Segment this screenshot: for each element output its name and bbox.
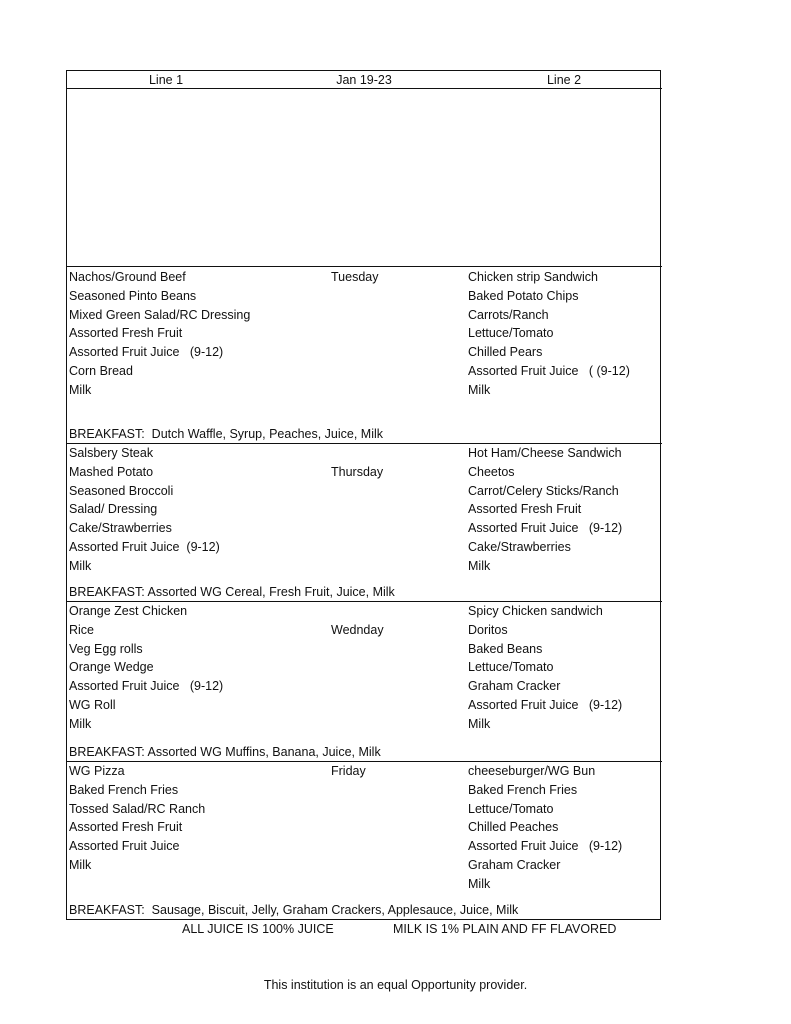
line1-item: Milk [69, 382, 92, 397]
line2-item: Doritos [468, 622, 508, 637]
line2-item: Chilled Peaches [468, 820, 559, 835]
day-label: Wednday [331, 622, 384, 637]
line1-item: Veg Egg rolls [69, 641, 143, 656]
breakfast-line: BREAKFAST: Assorted WG Muffins, Banana, Juice, Milk [69, 745, 381, 759]
line2-item: Assorted Fruit Juice ( (9-12) [468, 364, 630, 378]
day-label: Tuesday [331, 270, 379, 284]
line1-item: Corn Bread [69, 364, 133, 378]
line2-item: Baked Potato Chips [468, 288, 579, 303]
line2-item: Milk [468, 876, 491, 891]
line2-item: Graham Cracker [468, 858, 561, 872]
header-line2: Line 2 [546, 73, 582, 87]
milk-note: MILK IS 1% PLAIN AND FF FLAVORED [393, 922, 617, 936]
line2-item: Assorted Fruit Juice (9-12) [468, 839, 623, 854]
line1-item: Nachos/Ground Beef [69, 270, 186, 284]
line2-item: cheeseburger/WG Bun [468, 764, 596, 778]
line1-item: Assorted Fruit Juice [69, 839, 180, 854]
breakfast-line: BREAKFAST: Assorted WG Cereal, Fresh Fruit, Juice, Milk [69, 585, 395, 599]
line2-item: Cheetos [468, 464, 515, 479]
line2-item: Lettuce/Tomato [468, 660, 554, 675]
line1-item: Mixed Green Salad/RC Dressing [69, 307, 251, 322]
breakfast-line: BREAKFAST: Sausage, Biscuit, Jelly, Graham Crackers, Applesauce, Juice, Milk [69, 903, 519, 917]
juice-note: ALL JUICE IS 100% JUICE [182, 922, 334, 936]
line2-item: Lettuce/Tomato [468, 801, 554, 816]
line1-item: Orange Wedge [69, 660, 154, 675]
line1-item: Milk [69, 858, 92, 872]
line2-item: Chicken strip Sandwich [468, 270, 598, 284]
line2-item: Graham Cracker [468, 679, 561, 694]
line1-item: Cake/Strawberries [69, 521, 172, 536]
line1-item: Milk [69, 716, 92, 731]
line2-item: Assorted Fruit Juice (9-12) [468, 521, 623, 536]
line2-item: Milk [468, 716, 491, 731]
line1-item: Assorted Fruit Juice (9-12) [69, 345, 224, 360]
line2-item: Spicy Chicken sandwich [468, 604, 603, 618]
line2-item: Cake/Strawberries [468, 540, 571, 554]
line2-item: Baked French Fries [468, 782, 578, 797]
line1-item: Tossed Salad/RC Ranch [69, 801, 206, 816]
line2-item: Carrots/Ranch [468, 307, 549, 322]
line2-item: Chilled Pears [468, 345, 543, 360]
line1-item: Assorted Fruit Juice (9-12) [69, 679, 224, 694]
line1-item: WG Roll [69, 698, 116, 712]
line2-item: Milk [468, 382, 491, 397]
breakfast-line: BREAKFAST: Dutch Waffle, Syrup, Peaches, Juice, Milk [69, 427, 384, 441]
line1-item: Assorted Fruit Juice (9-12) [69, 540, 220, 554]
line2-item: Carrot/Celery Sticks/Ranch [468, 483, 619, 498]
line2-item: Assorted Fruit Juice (9-12) [468, 698, 623, 712]
header-week: Jan 19-23 [336, 73, 392, 87]
line1-item: Baked French Fries [69, 782, 179, 797]
row-divider [66, 266, 662, 267]
line1-item: Orange Zest Chicken [69, 604, 188, 618]
line1-item: Assorted Fresh Fruit [69, 326, 183, 341]
header-line1: Line 1 [148, 73, 184, 87]
line1-item: Assorted Fresh Fruit [69, 820, 183, 835]
line2-item: Hot Ham/Cheese Sandwich [468, 446, 622, 460]
line1-item: Mashed Potato [69, 464, 154, 479]
day-label: Friday [331, 764, 366, 778]
line1-item: Salsbery Steak [69, 446, 154, 460]
line1-item: Seasoned Broccoli [69, 483, 174, 498]
line1-item: Milk [69, 558, 92, 573]
line1-item: Salad/ Dressing [69, 502, 158, 517]
line2-item: Milk [468, 558, 491, 573]
line2-item: Baked Beans [468, 641, 543, 656]
line2-item: Assorted Fresh Fruit [468, 502, 582, 517]
line1-item: Seasoned Pinto Beans [69, 288, 197, 303]
equal-opportunity-statement: This institution is an equal Opportunity provider. [263, 978, 528, 992]
line1-item: WG Pizza [69, 764, 125, 778]
line1-item: Rice [69, 622, 95, 637]
day-label: Thursday [331, 464, 384, 479]
line2-item: Lettuce/Tomato [468, 326, 554, 341]
